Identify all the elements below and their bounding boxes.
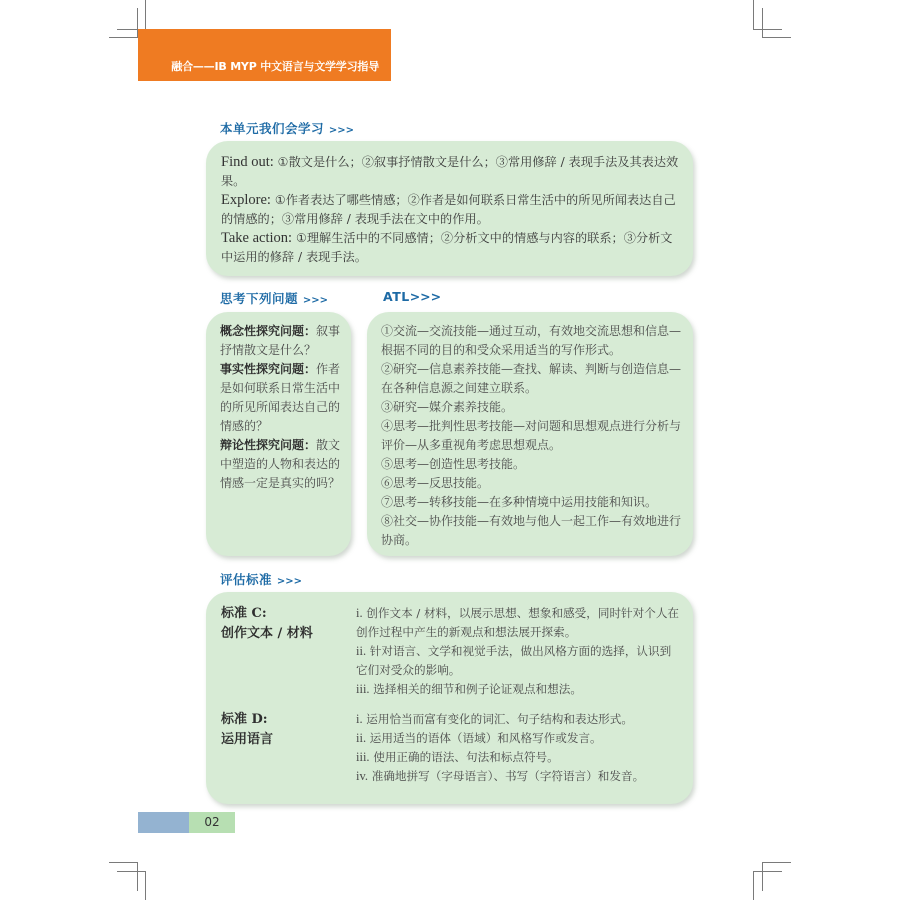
criterion-strands <box>356 604 681 699</box>
crop-mark <box>762 8 763 37</box>
strand-text: 针对语言、文学和视觉手法，做出风格方面的选择，认识到它们对受众的影响。 <box>356 644 672 677</box>
crop-mark <box>145 871 146 900</box>
questions-card <box>206 312 351 556</box>
learn-heading-text: 本单元我们会学习 <box>220 121 325 136</box>
atl-item: ⑧社交—协作技能—有效地与他人一起工作—有效地进行协商。 <box>381 514 682 547</box>
strand-number: i. <box>356 712 363 726</box>
learn-text: ①作者表达了哪些情感；②作者是如何联系日常生活中的所见所闻表达自己的情感的；③常用修辞 / 表现手法在文中的作用。 <box>221 193 676 226</box>
criterion-d <box>221 710 681 786</box>
criteria-heading <box>220 570 302 588</box>
strand-number: iii. <box>356 750 370 764</box>
atl-item: ⑤思考—创造性思考技能。 <box>381 457 526 471</box>
strand-text: 运用恰当而富有变化的词汇、句子结构和表达形式。 <box>366 712 633 726</box>
chevrons-icon: >>> <box>302 295 329 306</box>
question-factual <box>220 360 342 436</box>
strand-text: 运用适当的语体（语域）和风格写作或发言。 <box>369 731 602 745</box>
atl-card <box>367 312 693 556</box>
learn-text: ①理解生活中的不同感情；②分析文中的情感与内容的联系；③分析文中运用的修辞 / 表现手法。 <box>221 231 673 264</box>
criterion-c <box>221 604 681 699</box>
page-number: 02 <box>204 815 220 829</box>
strand-text: 选择相关的细节和例子论证观点和想法。 <box>373 682 582 696</box>
question-label: 概念性探究问题： <box>220 324 317 338</box>
atl-item: ⑥思考—反思技能。 <box>381 476 490 490</box>
strand-number: i. <box>356 606 363 620</box>
learn-label: Find out: <box>221 154 274 170</box>
question-label: 事实性探究问题： <box>220 362 317 376</box>
strand-number: iv. <box>356 769 369 783</box>
crop-mark <box>145 0 146 29</box>
crop-mark <box>762 862 763 891</box>
criterion-title: 运用语言 <box>221 732 274 747</box>
criterion-strand <box>356 729 681 748</box>
criterion-title: 创作文本 / 材料 <box>221 626 313 641</box>
criteria-heading-text: 评估标准 <box>220 572 273 587</box>
learn-card <box>206 141 693 276</box>
question-conceptual <box>220 322 342 360</box>
criterion-code: 标准 D: <box>221 712 268 727</box>
header-band <box>138 29 391 81</box>
crop-mark <box>137 862 138 891</box>
crop-mark <box>753 871 782 872</box>
atl-item: ②研究—信息素养技能—查找、解读、判断与创造信息—在各种信息源之间建立联系。 <box>381 362 682 395</box>
atl-item: ④思考—批判性思考技能—对问题和思想观点进行分析与评价—从多重视角考虑思想观点。 <box>381 419 682 452</box>
crop-mark <box>753 0 754 29</box>
strand-text: 使用正确的语法、句法和标点符号。 <box>373 750 559 764</box>
crop-mark <box>762 37 791 38</box>
strand-text: 准确地拼写（字母语言）、书写（字符语言）和发音。 <box>371 769 645 783</box>
criterion-strands <box>356 710 681 786</box>
strand-text: 创作文本 / 材料，以展示思想、想象和感受，同时针对个人在创作过程中产生的新观点和想法展开探索。 <box>356 606 680 639</box>
criterion-strand <box>356 680 681 699</box>
learn-label: Explore: <box>221 192 271 208</box>
criterion-strand <box>356 642 681 680</box>
crop-mark <box>117 871 146 872</box>
book-title: 融合——IB MYP 中文语言与文学学习指导 <box>171 60 379 73</box>
crop-mark <box>109 37 138 38</box>
criterion-label <box>221 604 356 699</box>
atl-item: ③研究—媒介素养技能。 <box>381 400 514 414</box>
criterion-strand <box>356 767 681 786</box>
page-bar-green <box>189 812 235 833</box>
chevrons-icon: >>> <box>276 576 303 587</box>
questions-heading <box>220 289 328 307</box>
strand-number: iii. <box>356 682 370 696</box>
criterion-strand <box>356 604 681 642</box>
crop-mark <box>109 862 138 863</box>
strand-number: ii. <box>356 644 367 658</box>
criterion-strand <box>356 710 681 729</box>
learn-heading <box>220 119 354 137</box>
question-text: 作者是如何联系日常生活中的所见所闻表达自己的情感的？ <box>220 362 341 433</box>
question-debatable <box>220 436 342 493</box>
learn-text: ①散文是什么；②叙事抒情散文是什么；③常用修辞 / 表现手法及其表达效果。 <box>221 155 679 188</box>
question-text: 散文中塑造的人物和表达的情感一定是真实的吗？ <box>220 438 341 490</box>
learn-row-explore <box>221 191 679 229</box>
criterion-strand <box>356 748 681 767</box>
strand-number: ii. <box>356 731 367 745</box>
atl-heading <box>383 289 441 304</box>
criteria-card <box>206 592 693 804</box>
crop-mark <box>753 29 782 30</box>
criterion-code: 标准 C: <box>221 606 267 621</box>
question-text: 叙事抒情散文是什么？ <box>220 324 341 357</box>
questions-heading-text: 思考下列问题 <box>220 291 299 306</box>
atl-heading-text: ATL <box>383 289 410 304</box>
learn-row-find-out <box>221 153 679 191</box>
atl-item: ①交流—交流技能—通过互动，有效地交流思想和信息—根据不同的目的和受众采用适当的写作形式。 <box>381 324 682 357</box>
crop-mark <box>753 871 754 900</box>
crop-mark <box>762 862 791 863</box>
question-label: 辩论性探究问题： <box>220 438 317 452</box>
chevrons-icon: >>> <box>409 289 442 304</box>
page-bar-blue <box>138 812 189 833</box>
learn-row-take-action <box>221 229 679 267</box>
atl-item: ⑦思考—转移技能—在多种情境中运用技能和知识。 <box>381 495 658 509</box>
learn-label: Take action: <box>221 230 293 246</box>
criterion-label <box>221 710 356 786</box>
chevrons-icon: >>> <box>328 125 355 136</box>
